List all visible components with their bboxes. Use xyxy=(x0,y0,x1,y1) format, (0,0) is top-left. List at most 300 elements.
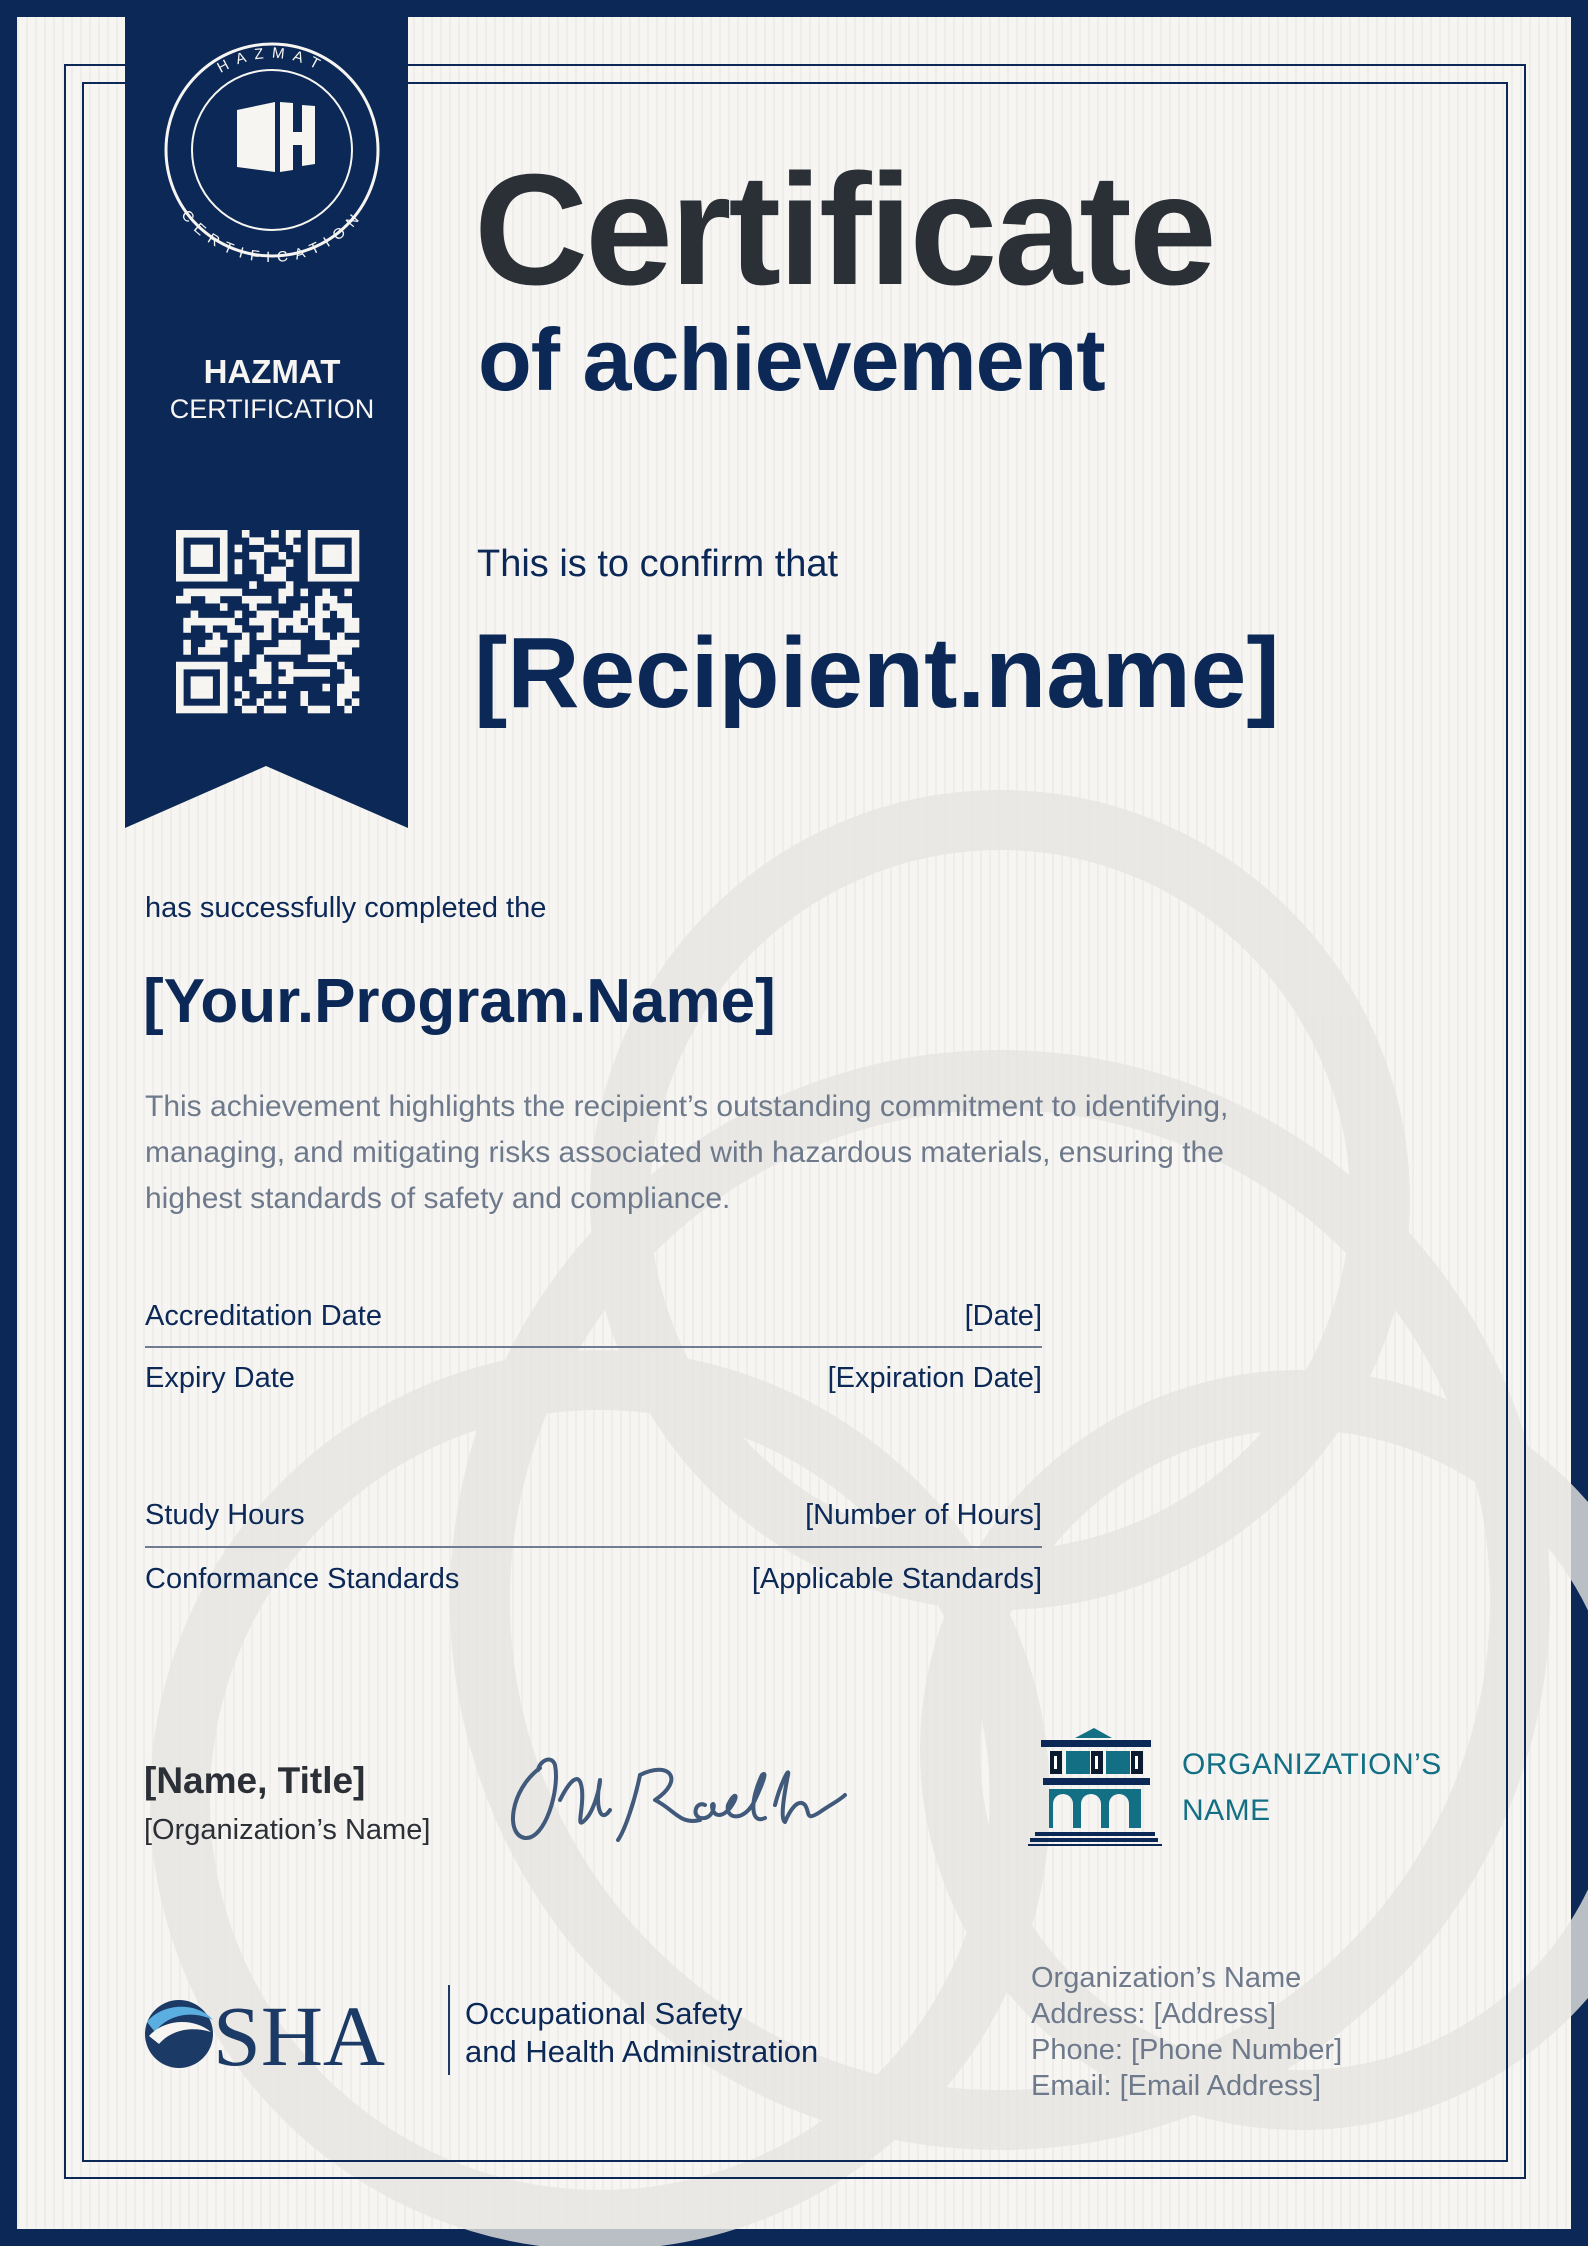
qr-module xyxy=(315,618,323,626)
qr-module xyxy=(293,611,301,619)
qr-module xyxy=(198,559,206,567)
qr-module xyxy=(183,640,191,648)
qr-module xyxy=(271,567,279,575)
qr-module xyxy=(315,574,323,582)
qr-module xyxy=(220,618,228,626)
qr-module xyxy=(278,676,286,684)
qr-module xyxy=(191,552,199,560)
qr-module xyxy=(293,640,301,648)
qr-module xyxy=(227,589,235,597)
qr-module xyxy=(220,698,228,706)
qr-module xyxy=(257,596,265,604)
signatory-organization: [Organization’s Name] xyxy=(144,1814,431,1846)
qr-module xyxy=(198,684,206,692)
qr-module xyxy=(183,647,191,655)
qr-module xyxy=(337,545,345,553)
qr-module xyxy=(176,596,184,604)
qr-module xyxy=(264,625,272,633)
qr-module xyxy=(271,611,279,619)
qr-module xyxy=(191,662,199,670)
qr-module xyxy=(176,574,184,582)
detail-value: [Expiration Date] xyxy=(827,1362,1042,1394)
qr-module xyxy=(337,530,345,538)
qr-module xyxy=(337,559,345,567)
qr-module xyxy=(176,537,184,545)
qr-module xyxy=(344,706,352,714)
qr-module xyxy=(315,632,323,640)
qr-module xyxy=(337,684,345,692)
qr-module xyxy=(183,625,191,633)
qr-module xyxy=(198,574,206,582)
qr-module xyxy=(227,618,235,626)
qr-module xyxy=(257,662,265,670)
qr-module xyxy=(344,530,352,538)
qr-module xyxy=(213,589,221,597)
qr-module xyxy=(205,618,213,626)
qr-module xyxy=(293,669,301,677)
qr-module xyxy=(352,698,360,706)
qr-module xyxy=(191,574,199,582)
qr-module xyxy=(183,706,191,714)
organization-name-line: ORGANIZATION’S xyxy=(1182,1748,1442,1781)
qr-module xyxy=(344,684,352,692)
qr-module xyxy=(300,589,308,597)
qr-module xyxy=(322,684,330,692)
qr-module xyxy=(198,676,206,684)
qr-module xyxy=(264,662,272,670)
qr-module xyxy=(308,574,316,582)
qr-module xyxy=(220,537,228,545)
qr-module xyxy=(220,552,228,560)
qr-module xyxy=(344,676,352,684)
qr-module xyxy=(264,611,272,619)
qr-module xyxy=(257,552,265,560)
qr-module xyxy=(315,669,323,677)
qr-module xyxy=(220,669,228,677)
qr-module xyxy=(271,706,279,714)
qr-module xyxy=(308,654,316,662)
detail-label: Accreditation Date xyxy=(145,1300,382,1332)
qr-module xyxy=(205,662,213,670)
qr-module xyxy=(264,618,272,626)
qr-module xyxy=(315,625,323,633)
contact-address: Address: [Address] xyxy=(1031,1998,1276,2030)
qr-module xyxy=(242,640,250,648)
qr-module xyxy=(213,706,221,714)
qr-module xyxy=(242,632,250,640)
qr-module xyxy=(213,662,221,670)
detail-row-expiry-date xyxy=(145,1362,1042,1395)
qr-module xyxy=(242,596,250,604)
qr-module xyxy=(220,662,228,670)
qr-module xyxy=(205,706,213,714)
qr-module xyxy=(235,676,243,684)
osha-divider xyxy=(448,1985,450,2075)
qr-module xyxy=(213,640,221,648)
qr-module xyxy=(205,640,213,648)
qr-module xyxy=(330,559,338,567)
qr-module xyxy=(300,691,308,699)
qr-module xyxy=(322,611,330,619)
qr-module xyxy=(271,647,279,655)
qr-module xyxy=(308,530,316,538)
qr-module xyxy=(352,625,360,633)
qr-module xyxy=(300,698,308,706)
qr-module xyxy=(257,537,265,545)
qr-module xyxy=(286,581,294,589)
qr-module xyxy=(191,530,199,538)
qr-module xyxy=(257,567,265,575)
qr-module xyxy=(278,552,286,560)
qr-module xyxy=(337,611,345,619)
qr-module xyxy=(278,567,286,575)
qr-module xyxy=(293,647,301,655)
qr-module xyxy=(227,625,235,633)
osha-swirl-icon xyxy=(145,2000,213,2068)
divider xyxy=(145,1546,1042,1548)
qr-module xyxy=(213,574,221,582)
qr-module xyxy=(257,669,265,677)
qr-module xyxy=(308,559,316,567)
qr-module xyxy=(330,552,338,560)
qr-module xyxy=(235,647,243,655)
qr-module xyxy=(205,691,213,699)
qr-module xyxy=(205,545,213,553)
qr-module xyxy=(300,603,308,611)
qr-module xyxy=(352,537,360,545)
qr-module xyxy=(322,552,330,560)
qr-module xyxy=(286,530,294,538)
qr-module xyxy=(286,669,294,677)
qr-module xyxy=(337,632,345,640)
qr-module xyxy=(220,706,228,714)
qr-module xyxy=(278,618,286,626)
osha-logo xyxy=(143,1992,443,2072)
qr-module xyxy=(242,706,250,714)
qr-module xyxy=(308,537,316,545)
qr-module xyxy=(344,603,352,611)
divider xyxy=(145,1346,1042,1348)
qr-module xyxy=(337,552,345,560)
qr-module xyxy=(308,552,316,560)
description xyxy=(145,1084,1228,1222)
qr-module xyxy=(344,669,352,677)
qr-module xyxy=(191,684,199,692)
qr-module xyxy=(257,611,265,619)
qr-module xyxy=(278,662,286,670)
qr-module xyxy=(315,530,323,538)
qr-module xyxy=(183,618,191,626)
qr-module xyxy=(235,625,243,633)
qr-module xyxy=(330,530,338,538)
qr-module xyxy=(249,596,257,604)
contact-name: Organization’s Name xyxy=(1031,1962,1302,1994)
qr-module xyxy=(235,567,243,575)
qr-module xyxy=(352,552,360,560)
qr-module xyxy=(235,611,243,619)
qr-module xyxy=(183,662,191,670)
qr-module xyxy=(257,618,265,626)
description-line: highest standards of safety and compliance. xyxy=(145,1182,731,1215)
qr-module xyxy=(352,676,360,684)
qr-module xyxy=(344,618,352,626)
organization-name-line: NAME xyxy=(1182,1794,1271,1827)
qr-module xyxy=(213,618,221,626)
qr-module xyxy=(293,618,301,626)
program-name: [Your.Program.Name] xyxy=(143,967,776,1036)
qr-module xyxy=(278,647,286,655)
detail-row-study-hours xyxy=(145,1499,1042,1532)
qr-module xyxy=(286,662,294,670)
qr-module xyxy=(308,618,316,626)
qr-module xyxy=(315,603,323,611)
qr-module xyxy=(191,559,199,567)
qr-module xyxy=(205,574,213,582)
qr-module xyxy=(300,611,308,619)
detail-value: [Number of Hours] xyxy=(805,1499,1042,1531)
qr-module xyxy=(330,647,338,655)
organization-building-icon xyxy=(1028,1716,1162,1846)
qr-module xyxy=(286,559,294,567)
qr-module xyxy=(198,552,206,560)
qr-module xyxy=(278,589,286,597)
qr-module xyxy=(337,574,345,582)
qr-module xyxy=(176,691,184,699)
qr-module xyxy=(176,684,184,692)
contact-email: Email: [Email Address] xyxy=(1031,2070,1322,2102)
detail-label: Study Hours xyxy=(145,1499,305,1531)
qr-module xyxy=(322,654,330,662)
qr-module xyxy=(198,691,206,699)
qr-module xyxy=(213,596,221,604)
qr-module xyxy=(330,596,338,604)
qr-module xyxy=(293,545,301,553)
qr-module xyxy=(264,691,272,699)
qr-module xyxy=(264,676,272,684)
osha-name-line: and Health Administration xyxy=(465,2034,819,2069)
qr-module xyxy=(183,596,191,604)
qr-module xyxy=(264,574,272,582)
qr-module xyxy=(286,676,294,684)
qr-module xyxy=(330,545,338,553)
qr-module xyxy=(322,669,330,677)
qr-module xyxy=(315,596,323,604)
qr-module xyxy=(315,611,323,619)
badge-title: HAZMAT xyxy=(203,353,341,390)
qr-module xyxy=(205,552,213,560)
detail-label: Expiry Date xyxy=(145,1362,295,1394)
qr-module xyxy=(337,640,345,648)
qr-module xyxy=(322,559,330,567)
qr-module xyxy=(235,545,243,553)
qr-module xyxy=(337,698,345,706)
qr-module xyxy=(278,691,286,699)
qr-module xyxy=(344,611,352,619)
qr-module xyxy=(205,676,213,684)
qr-module xyxy=(220,545,228,553)
osha-name xyxy=(465,1995,818,2071)
qr-module xyxy=(352,567,360,575)
contact-info xyxy=(1031,1960,1342,2104)
qr-module xyxy=(286,640,294,648)
svg-text:CERTIFICATION: CERTIFICATION xyxy=(177,206,367,267)
qr-module xyxy=(235,698,243,706)
qr-module xyxy=(242,691,250,699)
svg-text:HAZMAT: HAZMAT xyxy=(214,44,330,77)
qr-module xyxy=(242,530,250,538)
qr-module xyxy=(191,618,199,626)
qr-module xyxy=(242,647,250,655)
qr-module xyxy=(191,706,199,714)
qr-module xyxy=(235,559,243,567)
qr-module xyxy=(176,559,184,567)
qr-module xyxy=(322,574,330,582)
qr-module xyxy=(286,589,294,597)
qr-module xyxy=(322,596,330,604)
qr-module xyxy=(220,559,228,567)
qr-module xyxy=(176,552,184,560)
qr-module xyxy=(176,676,184,684)
qr-module xyxy=(271,574,279,582)
qr-module xyxy=(344,647,352,655)
organization-name-logo xyxy=(1182,1742,1442,1834)
description-line: managing, and mitigating risks associated with hazardous materials, ensuring the xyxy=(145,1136,1224,1169)
qr-module xyxy=(264,632,272,640)
qr-module xyxy=(308,567,316,575)
qr-module xyxy=(191,545,199,553)
osha-name-line: Occupational Safety xyxy=(465,1996,743,2031)
qr-module xyxy=(257,654,265,662)
recipient-name: [Recipient.name] xyxy=(474,617,1280,729)
contact-phone: Phone: [Phone Number] xyxy=(1031,2034,1343,2066)
qr-module xyxy=(308,706,316,714)
qr-module xyxy=(322,545,330,553)
signature-image xyxy=(500,1750,850,1845)
qr-module xyxy=(315,654,323,662)
qr-module xyxy=(278,706,286,714)
qr-module xyxy=(220,530,228,538)
qr-module xyxy=(322,589,330,597)
qr-module xyxy=(213,530,221,538)
qr-module xyxy=(322,632,330,640)
detail-row-accreditation-date xyxy=(145,1300,1042,1333)
qr-module xyxy=(264,706,272,714)
qr-module xyxy=(337,691,345,699)
qr-module xyxy=(176,545,184,553)
qr-module xyxy=(213,632,221,640)
qr-module xyxy=(220,676,228,684)
qr-module xyxy=(176,567,184,575)
qr-module xyxy=(315,706,323,714)
qr-module xyxy=(220,684,228,692)
qr-module xyxy=(264,647,272,655)
qr-module xyxy=(293,625,301,633)
qr-module xyxy=(220,574,228,582)
qr-module xyxy=(205,647,213,655)
qr-module xyxy=(300,625,308,633)
qr-module xyxy=(330,654,338,662)
qr-module xyxy=(271,545,279,553)
qr-module xyxy=(183,574,191,582)
qr-module xyxy=(191,589,199,597)
qr-module xyxy=(235,654,243,662)
qr-module xyxy=(220,567,228,575)
qr-module xyxy=(205,684,213,692)
qr-module xyxy=(344,640,352,648)
qr-module xyxy=(264,596,272,604)
qr-module xyxy=(300,669,308,677)
certificate-title: Certificate xyxy=(474,142,1214,318)
qr-module xyxy=(271,530,279,538)
qr-module xyxy=(198,545,206,553)
qr-module xyxy=(278,574,286,582)
qr-module xyxy=(352,545,360,553)
qr-module xyxy=(286,647,294,655)
qr-module xyxy=(235,684,243,692)
qr-module xyxy=(183,589,191,597)
qr-module xyxy=(205,559,213,567)
qr-module xyxy=(176,669,184,677)
qr-module xyxy=(257,676,265,684)
qr-module xyxy=(257,559,265,567)
qr-module xyxy=(322,530,330,538)
qr-module xyxy=(330,640,338,648)
qr-module xyxy=(344,589,352,597)
qr-module xyxy=(293,530,301,538)
qr-module xyxy=(176,662,184,670)
qr-module xyxy=(213,647,221,655)
qr-module xyxy=(235,640,243,648)
qr-module xyxy=(352,574,360,582)
qr-module xyxy=(205,596,213,604)
qr-module xyxy=(278,625,286,633)
qr-module xyxy=(183,530,191,538)
completed-text: has successfully completed the xyxy=(145,892,547,924)
qr-module xyxy=(352,640,360,648)
qr-module xyxy=(352,618,360,626)
qr-module xyxy=(191,691,199,699)
qr-module xyxy=(330,574,338,582)
svg-text:SHA: SHA xyxy=(213,1992,386,2072)
detail-value: [Applicable Standards] xyxy=(751,1563,1042,1595)
confirm-text: This is to confirm that xyxy=(477,543,839,585)
qr-module xyxy=(249,537,257,545)
qr-module xyxy=(352,530,360,538)
qr-module xyxy=(235,589,243,597)
description-line: This achievement highlights the recipient’s outstanding commitment to identifying, xyxy=(145,1090,1229,1123)
qr-module xyxy=(249,581,257,589)
qr-module xyxy=(257,632,265,640)
qr-module xyxy=(322,706,330,714)
qr-module xyxy=(198,618,206,626)
qr-module xyxy=(278,596,286,604)
qr-module xyxy=(352,559,360,567)
qr-module xyxy=(198,530,206,538)
qr-module xyxy=(330,603,338,611)
qr-module xyxy=(205,589,213,597)
qr-module xyxy=(220,691,228,699)
qr-module xyxy=(191,611,199,619)
qr-module xyxy=(286,537,294,545)
qr-module xyxy=(198,589,206,597)
qr-module xyxy=(249,706,257,714)
qr-module xyxy=(220,603,228,611)
qr-module xyxy=(191,676,199,684)
qr-module xyxy=(264,545,272,553)
badge-subtitle: CERTIFICATION xyxy=(169,394,375,424)
badge-ribbon xyxy=(125,0,408,828)
qr-module xyxy=(205,530,213,538)
